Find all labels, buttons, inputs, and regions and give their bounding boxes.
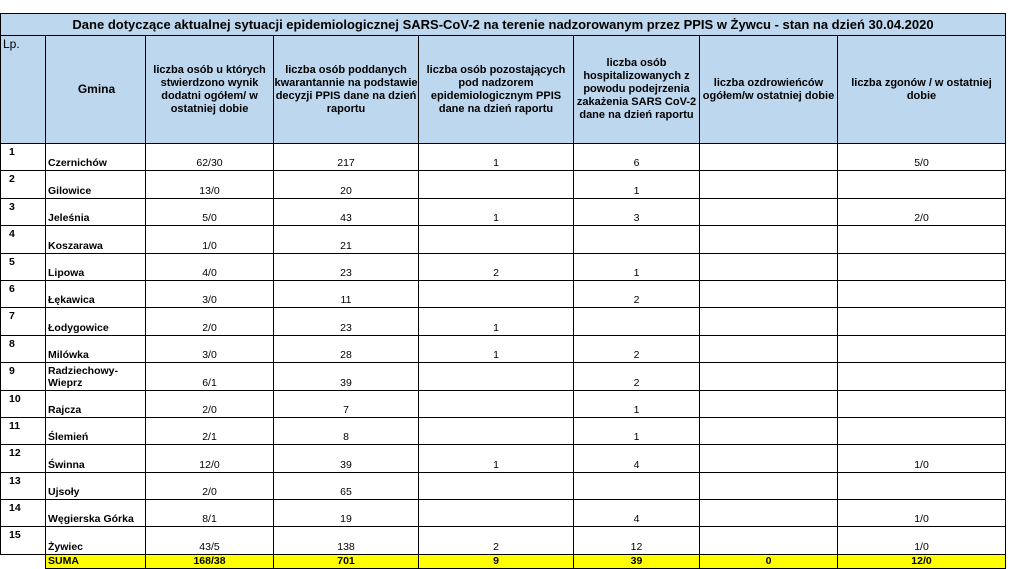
sum-label: SUMA bbox=[46, 554, 146, 568]
row-lp: 6 bbox=[1, 280, 46, 307]
row-lp: 5 bbox=[1, 253, 46, 280]
row-supervision: 1 bbox=[419, 144, 574, 171]
row-positive-cases: 8/1 bbox=[146, 500, 274, 527]
sum-positive-cases: 168/38 bbox=[146, 554, 274, 568]
row-positive-cases: 6/1 bbox=[146, 363, 274, 390]
header-recovered: liczba ozdrowieńców ogółem/w ostatniej dobie bbox=[700, 36, 838, 144]
row-gmina: Ujsoły bbox=[46, 472, 146, 499]
row-hospitalized bbox=[574, 226, 700, 253]
table-row bbox=[1, 417, 1006, 444]
row-lp: 3 bbox=[1, 198, 46, 225]
row-deaths bbox=[838, 280, 1006, 307]
row-gmina: Koszarawa bbox=[46, 226, 146, 253]
row-gmina: Łodygowice bbox=[46, 308, 146, 335]
report-title: Dane dotyczące aktualnej sytuacji epidemiologicznej SARS-CoV-2 na terenie nadzorowanym przez PPIS w Żywcu - stan na dzień 30.04.2020 bbox=[1, 14, 1006, 36]
sum-blank-cell bbox=[1, 554, 46, 568]
row-deaths bbox=[838, 363, 1006, 390]
row-recovered bbox=[700, 226, 838, 253]
row-deaths bbox=[838, 335, 1006, 362]
row-lp: 9 bbox=[1, 363, 46, 390]
row-hospitalized: 2 bbox=[574, 335, 700, 362]
row-deaths: 5/0 bbox=[838, 144, 1006, 171]
row-deaths bbox=[838, 171, 1006, 198]
row-recovered bbox=[700, 253, 838, 280]
header-supervision: liczba osób pozostających pod nadzorem epidemiologicznym PPIS dane na dzień raportu bbox=[419, 36, 574, 144]
row-quarantine: 11 bbox=[274, 280, 419, 307]
row-positive-cases: 4/0 bbox=[146, 253, 274, 280]
row-quarantine: 7 bbox=[274, 390, 419, 417]
row-gmina: Lipowa bbox=[46, 253, 146, 280]
row-quarantine: 43 bbox=[274, 198, 419, 225]
row-supervision bbox=[419, 472, 574, 499]
row-quarantine: 23 bbox=[274, 253, 419, 280]
row-quarantine: 8 bbox=[274, 417, 419, 444]
row-quarantine: 65 bbox=[274, 472, 419, 499]
row-quarantine: 217 bbox=[274, 144, 419, 171]
row-supervision: 1 bbox=[419, 445, 574, 472]
row-recovered bbox=[700, 144, 838, 171]
row-recovered bbox=[700, 417, 838, 444]
row-recovered bbox=[700, 308, 838, 335]
row-deaths bbox=[838, 226, 1006, 253]
row-positive-cases: 43/5 bbox=[146, 527, 274, 554]
row-gmina: Milówka bbox=[46, 335, 146, 362]
row-positive-cases: 62/30 bbox=[146, 144, 274, 171]
row-positive-cases: 2/0 bbox=[146, 472, 274, 499]
row-deaths: 2/0 bbox=[838, 198, 1006, 225]
row-recovered bbox=[700, 335, 838, 362]
row-quarantine: 21 bbox=[274, 226, 419, 253]
table-row bbox=[1, 472, 1006, 499]
table-row bbox=[1, 308, 1006, 335]
row-gmina: Gilowice bbox=[46, 171, 146, 198]
header-quarantine: liczba osób poddanych kwarantannie na podstawie decyzji PPIS dane na dzień raportu bbox=[274, 36, 419, 144]
row-quarantine: 19 bbox=[274, 500, 419, 527]
row-lp: 4 bbox=[1, 226, 46, 253]
row-gmina: Świnna bbox=[46, 445, 146, 472]
row-recovered bbox=[700, 280, 838, 307]
row-positive-cases: 1/0 bbox=[146, 226, 274, 253]
report-table-wrapper bbox=[0, 13, 1006, 569]
row-quarantine: 20 bbox=[274, 171, 419, 198]
row-supervision bbox=[419, 363, 574, 390]
row-lp: 15 bbox=[1, 527, 46, 554]
table-row bbox=[1, 500, 1006, 527]
row-gmina-line1: Radziechowy- bbox=[48, 364, 119, 377]
table-row bbox=[1, 527, 1006, 554]
row-supervision bbox=[419, 417, 574, 444]
row-hospitalized: 2 bbox=[574, 280, 700, 307]
row-gmina: Czernichów bbox=[46, 144, 146, 171]
row-gmina: Ślemień bbox=[46, 417, 146, 444]
row-recovered bbox=[700, 445, 838, 472]
row-deaths bbox=[838, 390, 1006, 417]
row-gmina: Łękawica bbox=[46, 280, 146, 307]
header-hospitalized: liczba osób hospitalizowanych z powodu podejrzenia zakażenia SARS CoV-2 dane na dzień raportu bbox=[574, 36, 700, 144]
row-deaths bbox=[838, 308, 1006, 335]
row-positive-cases: 3/0 bbox=[146, 280, 274, 307]
sum-hospitalized: 39 bbox=[574, 554, 700, 568]
row-recovered bbox=[700, 472, 838, 499]
header-deaths: liczba zgonów / w ostatniej dobie bbox=[838, 36, 1006, 144]
row-lp: 7 bbox=[1, 308, 46, 335]
sum-recovered: 0 bbox=[700, 554, 838, 568]
row-supervision bbox=[419, 171, 574, 198]
row-quarantine: 138 bbox=[274, 527, 419, 554]
row-positive-cases: 13/0 bbox=[146, 171, 274, 198]
row-positive-cases: 12/0 bbox=[146, 445, 274, 472]
row-supervision: 1 bbox=[419, 198, 574, 225]
row-deaths: 1/0 bbox=[838, 527, 1006, 554]
row-supervision: 2 bbox=[419, 253, 574, 280]
row-lp: 2 bbox=[1, 171, 46, 198]
row-hospitalized: 12 bbox=[574, 527, 700, 554]
row-gmina: Rajcza bbox=[46, 390, 146, 417]
row-positive-cases: 2/0 bbox=[146, 390, 274, 417]
row-supervision: 2 bbox=[419, 527, 574, 554]
row-lp: 8 bbox=[1, 335, 46, 362]
header-gmina: Gmina bbox=[46, 36, 146, 144]
row-gmina: Żywiec bbox=[46, 527, 146, 554]
row-quarantine: 39 bbox=[274, 445, 419, 472]
row-lp: 14 bbox=[1, 500, 46, 527]
header-row bbox=[1, 36, 1006, 144]
sum-row bbox=[1, 554, 1006, 568]
table-row bbox=[1, 363, 1006, 390]
row-recovered bbox=[700, 363, 838, 390]
row-hospitalized bbox=[574, 308, 700, 335]
table-row bbox=[1, 226, 1006, 253]
row-lp: 11 bbox=[1, 417, 46, 444]
row-hospitalized: 1 bbox=[574, 390, 700, 417]
row-deaths bbox=[838, 253, 1006, 280]
row-supervision bbox=[419, 280, 574, 307]
row-deaths: 1/0 bbox=[838, 445, 1006, 472]
row-supervision: 1 bbox=[419, 335, 574, 362]
row-recovered bbox=[700, 500, 838, 527]
row-supervision: 1 bbox=[419, 308, 574, 335]
row-hospitalized: 4 bbox=[574, 445, 700, 472]
table-row bbox=[1, 144, 1006, 171]
table-row bbox=[1, 445, 1006, 472]
row-recovered bbox=[700, 390, 838, 417]
row-supervision bbox=[419, 226, 574, 253]
row-deaths bbox=[838, 472, 1006, 499]
row-lp: 1 bbox=[1, 144, 46, 171]
row-recovered bbox=[700, 171, 838, 198]
sum-quarantine: 701 bbox=[274, 554, 419, 568]
row-hospitalized: 1 bbox=[574, 417, 700, 444]
row-hospitalized: 1 bbox=[574, 171, 700, 198]
table-row bbox=[1, 198, 1006, 225]
row-quarantine: 39 bbox=[274, 363, 419, 390]
row-hospitalized bbox=[574, 472, 700, 499]
row-deaths: 1/0 bbox=[838, 500, 1006, 527]
row-gmina: Węgierska Górka bbox=[46, 500, 146, 527]
row-recovered bbox=[700, 527, 838, 554]
row-quarantine: 28 bbox=[274, 335, 419, 362]
row-gmina-line2: Wieprz bbox=[48, 376, 83, 389]
row-lp: 12 bbox=[1, 445, 46, 472]
header-lp: Lp. bbox=[1, 36, 46, 144]
row-positive-cases: 2/0 bbox=[146, 308, 274, 335]
row-supervision bbox=[419, 500, 574, 527]
row-hospitalized: 1 bbox=[574, 253, 700, 280]
table-row bbox=[1, 253, 1006, 280]
row-deaths bbox=[838, 417, 1006, 444]
sum-deaths: 12/0 bbox=[838, 554, 1006, 568]
epidemiological-report-table bbox=[0, 13, 1006, 569]
row-positive-cases: 2/1 bbox=[146, 417, 274, 444]
header-positive-cases: liczba osób u których stwierdzono wynik dodatni ogółem/ w ostatniej dobie bbox=[146, 36, 274, 144]
row-hospitalized: 6 bbox=[574, 144, 700, 171]
table-row bbox=[1, 390, 1006, 417]
row-supervision bbox=[419, 390, 574, 417]
row-hospitalized: 2 bbox=[574, 363, 700, 390]
table-row bbox=[1, 280, 1006, 307]
sum-supervision: 9 bbox=[419, 554, 574, 568]
row-positive-cases: 5/0 bbox=[146, 198, 274, 225]
row-hospitalized: 3 bbox=[574, 198, 700, 225]
row-recovered bbox=[700, 198, 838, 225]
row-quarantine: 23 bbox=[274, 308, 419, 335]
table-row bbox=[1, 335, 1006, 362]
row-lp: 10 bbox=[1, 390, 46, 417]
row-lp: 13 bbox=[1, 472, 46, 499]
row-positive-cases: 3/0 bbox=[146, 335, 274, 362]
row-gmina: Jeleśnia bbox=[46, 198, 146, 225]
row-gmina bbox=[46, 363, 146, 390]
row-hospitalized: 4 bbox=[574, 500, 700, 527]
table-row bbox=[1, 171, 1006, 198]
